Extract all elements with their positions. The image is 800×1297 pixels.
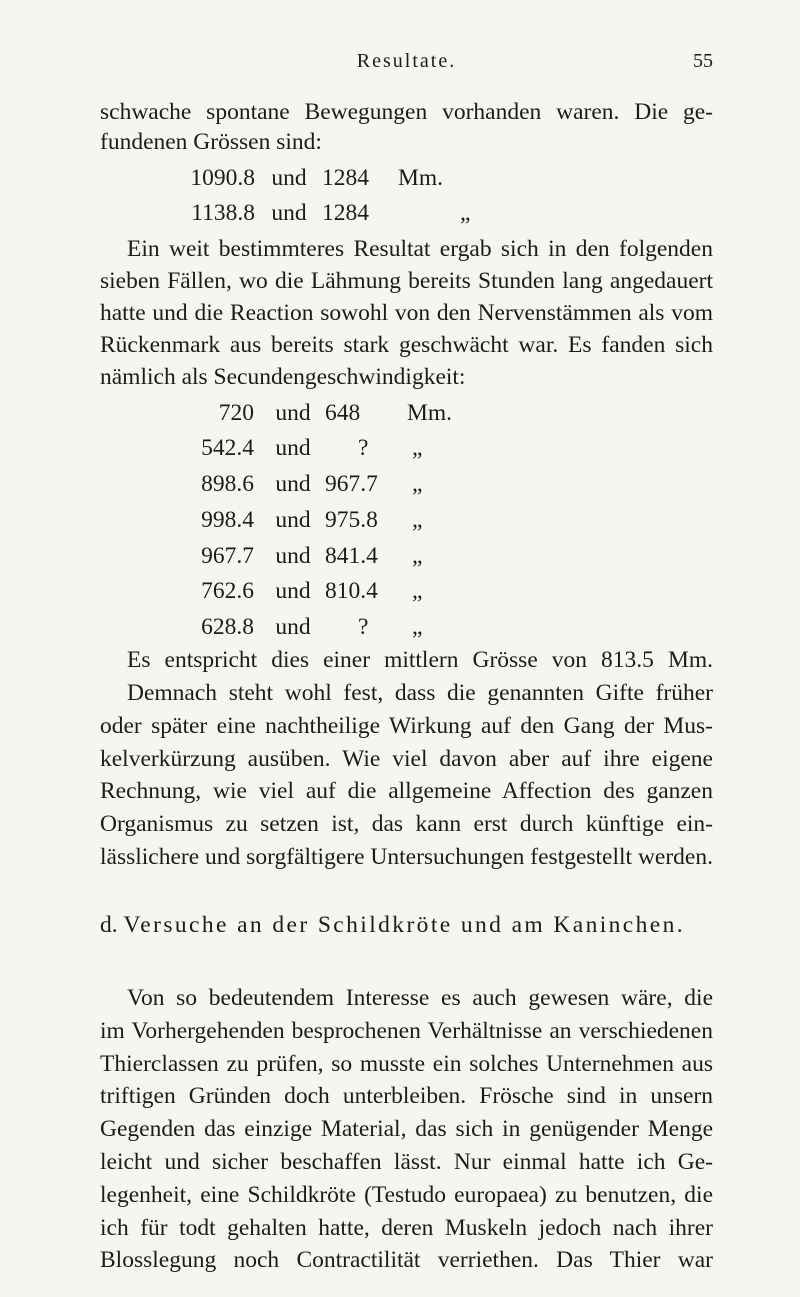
unit-ditto: „ [460, 200, 471, 226]
text-line: Blosslegung noch Contractilität verriethen. Das Thier war [100, 1247, 713, 1273]
value-b: 648 [325, 400, 361, 426]
value-b: 1284 [322, 200, 369, 226]
text-line: kelverkürzung ausüben. Wie viel davon aber auf ihre eigene [100, 746, 713, 772]
unit-ditto: „ [412, 543, 423, 569]
connector: und [275, 400, 311, 426]
text-line: Rückenmark aus bereits stark geschwächt war. Es fanden sich [100, 332, 713, 358]
running-title: Resultate. [356, 50, 457, 72]
section-heading [100, 910, 713, 940]
page-number: 55 [693, 50, 713, 72]
value-a: 1138.8 [191, 200, 255, 226]
connector: und [271, 200, 307, 226]
text-line: ich für todt gehalten hatte, deren Muskeln jedoch nach ihrer [100, 1215, 713, 1241]
text-line: lässlichere und sorgfältigere Untersuchungen festgestellt werden. [100, 844, 713, 870]
text-line: triftigen Gründen doch unterbleiben. Frösche sind in unsern [100, 1083, 713, 1109]
text-line: Rechnung, wie viel auf die allgemeine Affection des ganzen [100, 778, 713, 804]
text-line: Ein weit bestimmteres Resultat ergab sich in den folgenden [127, 236, 713, 262]
value-a: 898.6 [201, 471, 254, 497]
value-a: 1090.8 [190, 165, 255, 191]
text-line: im Vorhergehenden besprochenen Verhältnisse an verschiedenen [100, 1018, 713, 1044]
text-line: hatte und die Reaction sowohl von den Nervenstämmen als vom [100, 300, 713, 326]
value-a: 628.8 [201, 614, 254, 640]
connector: und [275, 435, 311, 461]
text-line: schwache spontane Bewegungen vorhanden waren. Die ge- [100, 99, 713, 125]
text-line: sieben Fällen, wo die Lähmung bereits Stunden lang angedauert [100, 268, 713, 294]
connector: und [275, 507, 311, 533]
text-line: Thierclassen zu prüfen, so musste ein solches Unternehmen aus [100, 1051, 713, 1077]
text-line: nämlich als Secundengeschwindigkeit: [100, 364, 466, 390]
value-b: 841.4 [325, 543, 378, 569]
section-title: Versuche an der Schildkröte und am Kaninchen. [123, 912, 686, 938]
unit-ditto: „ [412, 435, 423, 461]
value-b: 967.7 [325, 471, 378, 497]
unit-ditto: „ [412, 578, 423, 604]
connector: und [275, 614, 311, 640]
value-a: 542.4 [201, 435, 254, 461]
page-header [100, 50, 713, 80]
text-line: fundenen Grössen sind: [100, 129, 322, 155]
unit: Mm. [398, 165, 444, 191]
section-label: d. [100, 912, 118, 938]
connector: und [275, 471, 311, 497]
connector: und [271, 165, 307, 191]
value-b: 1284 [322, 165, 369, 191]
text-line: Gegenden das einzige Material, das sich in genügender Menge [100, 1116, 713, 1142]
unit-ditto: „ [412, 614, 423, 640]
text-line: Demnach steht wohl fest, dass die genannten Gifte früher [127, 680, 713, 706]
value-b: 975.8 [325, 507, 378, 533]
unit-ditto: „ [412, 471, 423, 497]
text-line: oder später eine nachtheilige Wirkung auf den Gang der Mus- [100, 713, 713, 739]
value-a: 720 [218, 400, 254, 426]
text-line: legenheit, eine Schildkröte (Testudo europaea) zu benutzen, die [100, 1182, 713, 1208]
text-line: Organismus zu setzen ist, das kann erst durch künftige ein- [100, 811, 713, 837]
text-line: Von so bedeutendem Interesse es auch gewesen wäre, die [127, 985, 713, 1011]
unit-ditto: „ [412, 507, 423, 533]
connector: und [275, 543, 311, 569]
value-a: 998.4 [201, 507, 254, 533]
value-a: 967.7 [201, 543, 254, 569]
value-a: 762.6 [201, 578, 254, 604]
value-b: ? [358, 614, 369, 640]
text-line: leicht und sicher beschaffen lässt. Nur einmal hatte ich Ge- [100, 1149, 713, 1175]
value-b: ? [358, 435, 369, 461]
value-b: 810.4 [325, 578, 378, 604]
text-line: Es entspricht dies einer mittlern Grösse von 813.5 Mm. [127, 647, 713, 673]
connector: und [275, 578, 311, 604]
unit: Mm. [407, 400, 453, 426]
